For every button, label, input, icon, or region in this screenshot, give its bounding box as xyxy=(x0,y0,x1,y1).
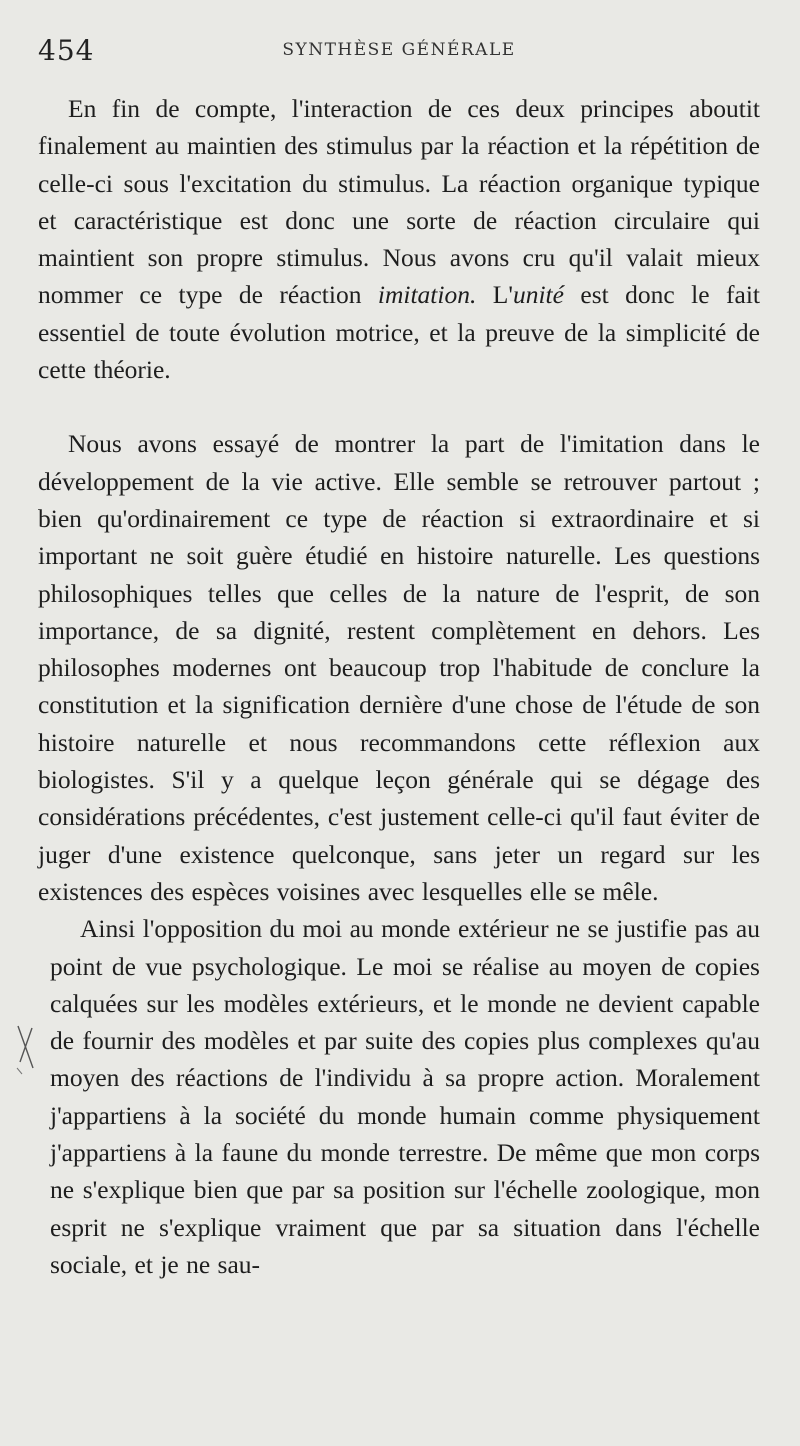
paragraph-gap xyxy=(38,388,760,425)
paragraph-1 xyxy=(38,90,760,388)
text-span: Nous avons essayé de montrer la part de l'imitation dans le développement de la vie active. Elle semble se retrouver partout ; bien qu'ordinairement ce type de réaction si extraordinaire et si important ne soit guère étudié en histoire naturelle. Les questions philosophiques telles que celles de la nature de l'esprit, de son importance, de sa dignité, restent complètement en dehors. Les philosophes modernes ont beaucoup trop l'habitude de conclure la constitution et la signification dernière d'une chose de l'étude de son histoire naturelle et nous recommandons cette réflexion aux biologistes. S'il y a quelque leçon générale qui se dégage des considérations précédentes, c'est justement celle-ci qu'il faut éviter de juger d'une existence quelconque, sans jeter un regard sur les existences des espèces voisines avec lesquelles elle se mêle. xyxy=(38,429,760,906)
text-span: L' xyxy=(476,280,513,310)
italic-span: unité xyxy=(512,280,564,310)
page-number: 454 xyxy=(38,34,95,67)
text-span: Ainsi l'opposition du moi au monde extérieur ne se justifie pas au point de vue psychologique. Le moi se réalise au moyen de copies calquées sur les modèles extérieurs, et le monde ne devient capable de fournir des modèles et par suite des copies plus complexes qu'au moyen des réactions de l'individu à sa propre action. Moralement j'appartiens à la société du monde humain comme physiquement j'appartiens à la faune du monde terrestre. De même que mon corps ne s'explique bien que par sa position sur l'échelle zoologique, mon esprit ne s'explique vraiment que par sa situation dans l'échelle sociale, et je ne sau- xyxy=(50,914,760,1279)
paragraph-3 xyxy=(50,910,760,1283)
italic-span: imitation. xyxy=(377,280,477,310)
text-span: est donc le fait essentiel de toute évolution motrice, et la preuve de la simplicité de cette théorie. xyxy=(38,280,760,385)
paragraph-2 xyxy=(38,425,760,910)
body-text xyxy=(38,90,760,1283)
handwritten-cross-mark-icon xyxy=(14,1022,38,1082)
running-head xyxy=(38,34,760,70)
text-span: En fin de compte, l'interaction de ces deux principes aboutit finalement au maintien des stimulus par la réaction et la répétition de celle-ci sous l'excitation du stimulus. La réaction organique typique et caractéristique est donc une sorte de réaction circulaire qui maintient son propre stimulus. Nous avons cru qu'il valait mieux nommer ce type de réaction xyxy=(38,94,760,310)
running-title: SYNTHÈSE GÉNÉRALE xyxy=(282,40,516,60)
